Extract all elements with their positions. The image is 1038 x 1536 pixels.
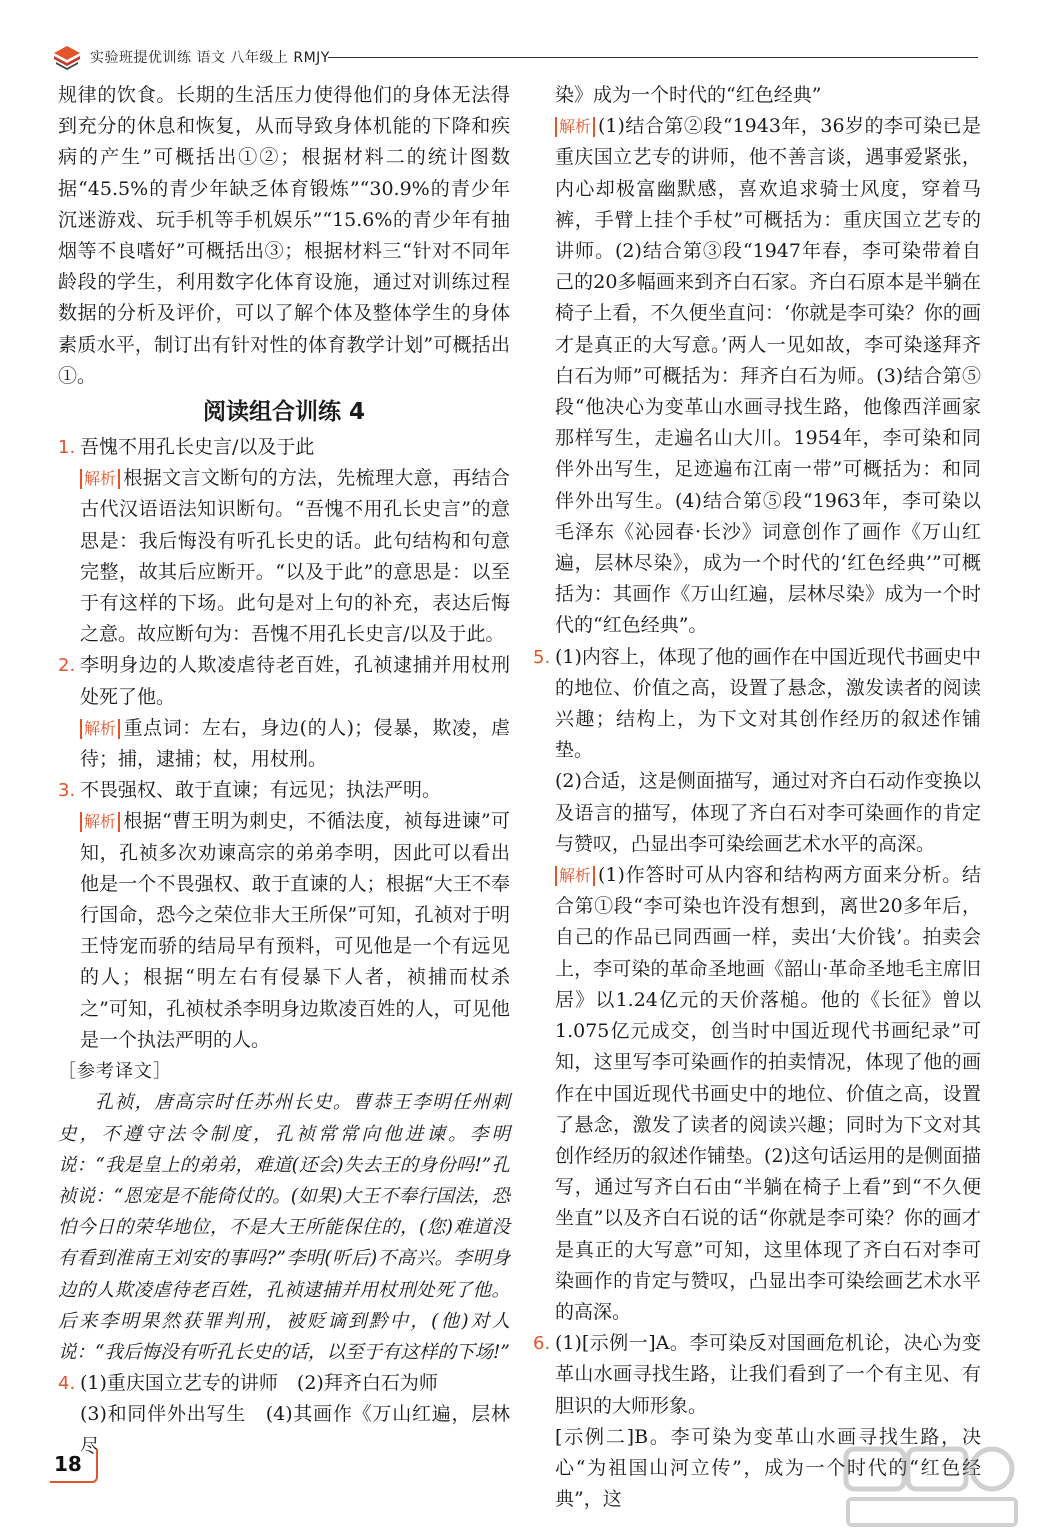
page-number: 18 xyxy=(50,1449,98,1483)
analysis-badge: 解析 xyxy=(80,719,120,739)
answer-text: 李明身边的人欺凌虐待老百姓，孔祯逮捕并用杖刑处死了他。 xyxy=(80,654,510,708)
header-rule xyxy=(328,57,978,58)
reference-translation: 孔祯，唐高宗时任苏州长史。曹恭王李明任州刺史，不遵守法令制度，孔祯常常向他进谏。李明说：“我是皇上的弟弟，难道(还会)失去王的身份吗!”孔祯说：“恩宠是不能倚仗的。(如果)大王不奉行国法，恐怕今日的荣华地位，不是大王所能保住的，(您)难道没有看到淮南王刘安的事吗?”李明(听后)不高兴。李明身边的人欺凌虐待老百姓，孔祯逮捕并用杖刑处死了他。后来李明果然获罪判刑，被贬谪到黔中，(他)对人说：“我后悔没有听孔长史的话，以至于有这样的下场!” xyxy=(58,1092,510,1363)
answer-part-2: (2)合适，这是侧面描写，通过对齐白石动作变换以及语言的描写，体现了齐白石对李可染画作的肯定与赞叹，凸显出李可染绘画艺术水平的高深。 xyxy=(555,770,981,855)
answer-text: 不畏强权、敢于直谏；有远见；执法严明。 xyxy=(80,779,442,802)
example-2: [示例二]B。李可染为变革山水画寻找生路，决心“为祖国山河立传”，成为一个时代的“红色经典”，这 xyxy=(555,1425,981,1511)
analysis-badge: 解析 xyxy=(80,469,120,489)
question-4 xyxy=(58,1368,510,1462)
answer-line-1: (1)重庆国立艺专的讲师 (2)拜齐白石为师 xyxy=(80,1372,438,1395)
question-1 xyxy=(58,432,510,650)
analysis-text: 根据文言文断句的方法，先梳理大意，再结合古代汉语语法知识断句。“吾愧不用孔长史言”的意思是：我后悔没有听孔长史的话。此句结构和句意完整，故其后应断开。“以及于此”的意思是：以至于有这样的下场。此句是对上句的补充，表达后悔之意。故应断句为：吾愧不用孔长史言/以及于此。 xyxy=(80,467,510,646)
answer-continuation: 染》成为一个时代的“红色经典” xyxy=(555,84,822,106)
analysis-badge: 解析 xyxy=(80,812,120,832)
section-title: 阅读组合训练 4 xyxy=(202,399,365,426)
answer-text: 吾愧不用孔长史言/以及于此 xyxy=(80,436,315,459)
left-column xyxy=(58,80,510,1462)
question-2 xyxy=(58,650,510,775)
question-number: 1. xyxy=(58,437,76,459)
analysis-text: 根据“曹王明为刺史，不循法度，祯每进谏”可知，孔祯多次劝谏高宗的弟弟李明，因此可以看出他是一个不畏强权、敢于直谏的人；根据“大王不奉行国命，恐今之荣位非大王所保”可知，孔祯对于明王恃宠而骄的结局早有预料，可见他是一个有远见的人；根据“明左右有侵暴下人者，祯捕而杖杀之”可知，孔祯杖杀李明身边欺凌百姓的人，可见他是一个执法严明的人。 xyxy=(80,810,510,1051)
reference-translation-label: ［参考译文］ xyxy=(58,1061,172,1083)
analysis-text: 重点词：左右，身边(的人)；侵暴，欺凌，虐待；捕，逮捕；杖，用杖刑。 xyxy=(80,716,510,771)
analysis-text: (1)结合第②段“1943年，36岁的李可染已是重庆国立艺专的讲师，他不善言谈，遇事爱紧张，内心却极富幽默感，喜欢追求骑士风度，穿着马裤，手臂上挂个手杖”可概括为：重庆国立艺专的讲师。(2)结合第③段“1947年春，李可染带着自己的20多幅画来到齐白石家。齐白石原本是半躺在椅子上看，不久便坐直问：‘你就是李可染？你的画才是真正的大写意。’两人一见如故，李可染遂拜齐白石为师”可概括为：拜齐白石为师。(3)结合第⑤段“他决心为变革山水画寻找生路，他像西洋画家那样写生，走遍名山大川。1954年，李可染和同伴外出写生，足迹遍布江南一带”可概括为：和同伴外出写生。(4)结合第⑤段“1963年，李可染以毛泽东《沁园春·长沙》词意创作了画作《万山红遍，层林尽染》，成为一个时代的‘红色经典’”可概括为：其画作《万山红遍，层林尽染》成为一个时代的“红色经典”。 xyxy=(555,115,981,637)
question-number: 2. xyxy=(58,655,76,677)
analysis-paragraph xyxy=(80,713,510,775)
page-header xyxy=(0,0,1038,80)
analysis-paragraph xyxy=(555,860,981,1328)
book-stack-icon xyxy=(52,44,82,70)
analysis-text: (1)作答时可从内容和结构两方面来分析。结合第①段“李可染也许没有想到，离世20多年后，自己的作品已同西画一样，卖出‘大价钱’。拍卖会上，李可染的革命圣地画《韶山·革命圣地毛主席旧居》以1.24亿元的天价落槌。他的《长征》曾以1.075亿元成交，创当时中国近现代书画纪录”可知，这里写李可染画作的拍卖情况，体现了他的画作在中国近现代书画史中的地位、价值之高，设置了悬念，激发了读者的阅读兴趣；同时为下文对其创作经历的叙述作铺垫。(2)这句话运用的是侧面描写，通过写齐白石由“半躺在椅子上看”到“不久便坐直”以及齐白石说的话“你就是李可染？你的画才是真正的大写意”可知，这里体现了齐白石对李可染画作的肯定与赞叹，凸显出李可染绘画艺术水平的高深。 xyxy=(555,864,981,1323)
analysis-paragraph xyxy=(533,111,981,641)
answer-line-2: (3)和同伴外出写生 (4)其画作《万山红遍，层林尽 xyxy=(80,1403,510,1457)
book-title: 实验班提优训练 语文 八年级上 RMJY xyxy=(90,50,330,66)
answer-part-1: (1)内容上，体现了他的画作在中国近现代书画史中的地位、价值之高，设置了悬念，激发读者的阅读兴趣；结构上，为下文对其创作经历的叙述作铺垫。 xyxy=(555,645,981,762)
analysis-badge: 解析 xyxy=(555,866,595,886)
analysis-paragraph xyxy=(80,806,510,1056)
question-number: 3. xyxy=(58,780,76,802)
answer-site-watermark-icon xyxy=(842,1445,1022,1531)
example-1: (1)[示例一]A。李可染反对国画危机论，决心为变革山水画寻找生路，让我们看到了一个有主见、有胆识的大师形象。 xyxy=(555,1332,981,1417)
question-number: 5. xyxy=(533,646,551,668)
question-number: 6. xyxy=(533,1333,551,1355)
analysis-badge: 解析 xyxy=(555,117,595,137)
question-number: 4. xyxy=(58,1373,76,1395)
analysis-paragraph xyxy=(80,463,510,650)
intro-paragraph: 规律的饮食。长期的生活压力使得他们的身体无法得到充分的休息和恢复，从而导致身体机能的下降和疾病的产生”可概括出①②；根据材料二的统计图数据“45.5%的青少年缺乏体育锻炼”“30.9%的青少年沉迷游戏、玩手机等手机娱乐”“15.6%的青少年有抽烟等不良嗜好”可概括出③；根据材料三“针对不同年龄段的学生，利用数字化体育设施，通过对训练过程数据的分析及评价，可以了解个体及整体学生的身体素质水平，制订出有针对性的体育教学计划”可概括出①。 xyxy=(58,84,510,387)
question-5 xyxy=(533,642,981,1328)
question-3 xyxy=(58,775,510,1056)
right-column xyxy=(533,80,981,1515)
